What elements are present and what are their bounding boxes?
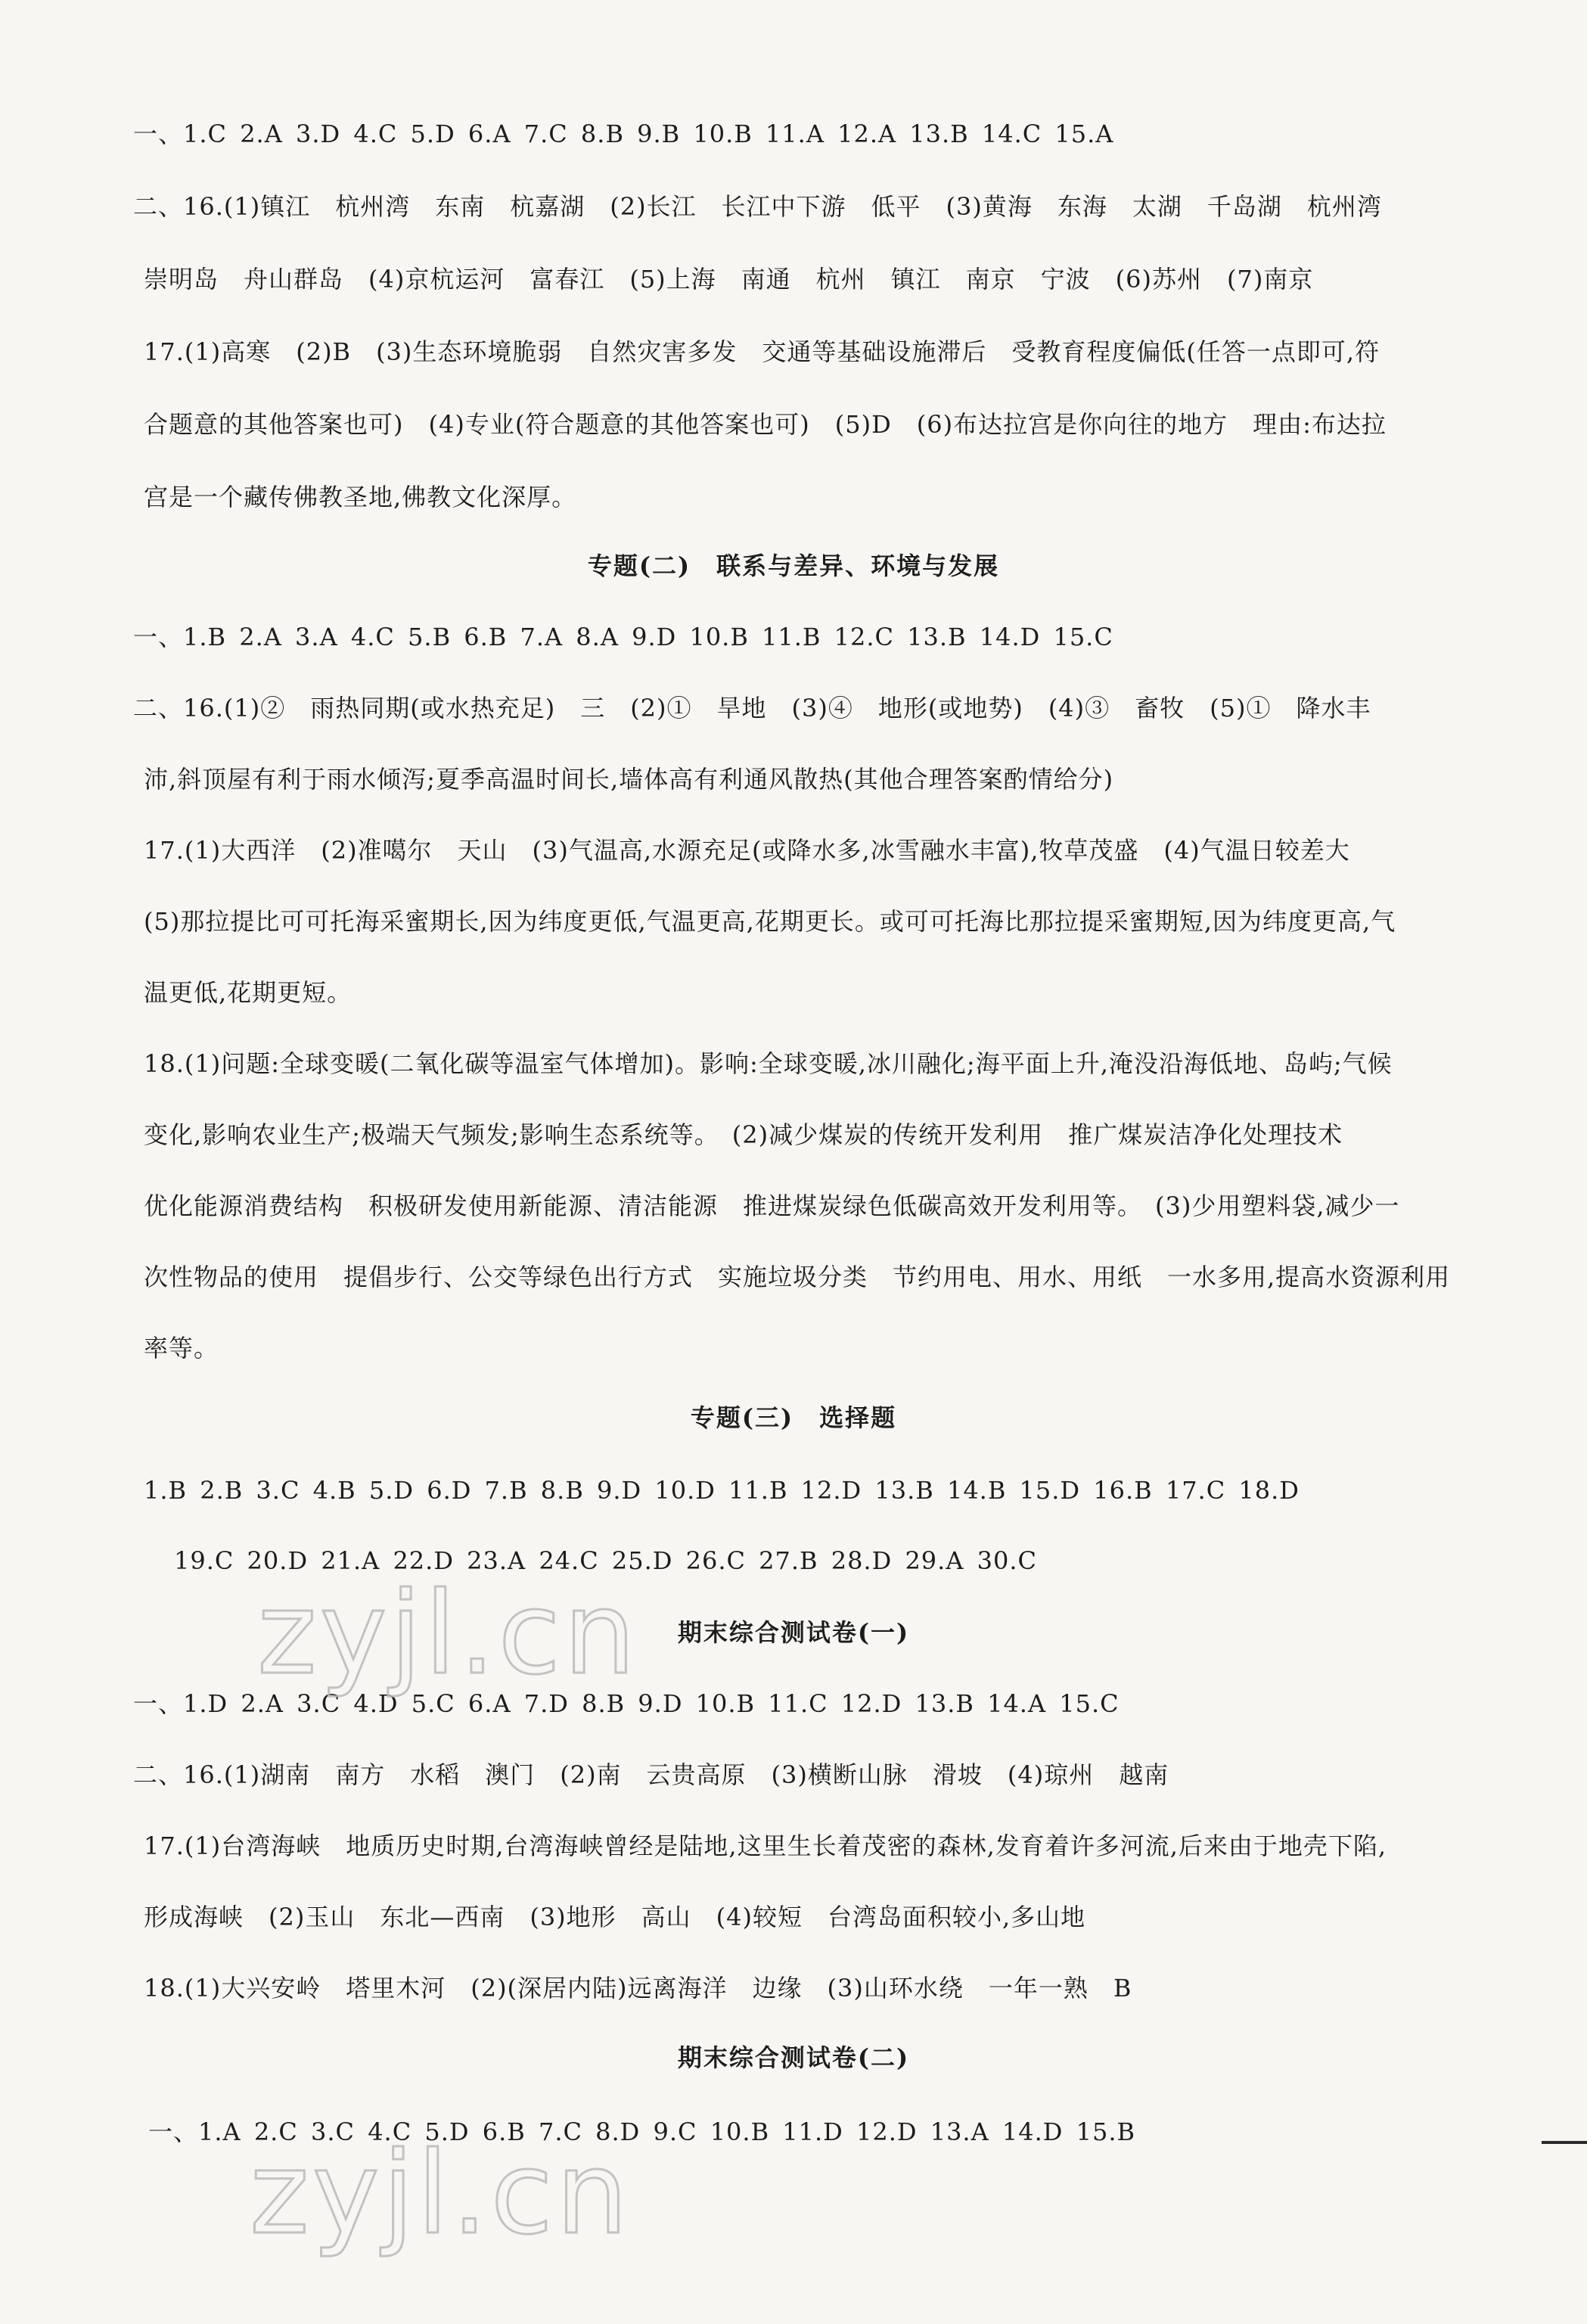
s2-q16-line1: 二、16.(1)② 雨热同期(或水热充足) 三 (2)① 旱地 (3)④ 地形(或地势) (4)③ 畜牧 (5)① 降水丰 [133, 694, 1371, 722]
s1-q17-line1: 17.(1)高寒 (2)B (3)生态环境脆弱 自然灾害多发 交通等基础设施滞后 受教育程度偏低(任答一点即可,符 [144, 337, 1380, 366]
s1-q16-line1: 二、16.(1)镇江 杭州湾 东南 杭嘉湖 (2)长江 长江中下游 低平 (3)黄海 东海 太湖 千岛湖 杭州湾 [133, 192, 1382, 221]
section-title-4: 期末综合测试卷(一) [677, 1618, 910, 1647]
s5-choice-answers: 一、1.A 2.C 3.C 4.C 5.D 6.B 7.C 8.D 9.C 10.B 11.D 12.D 13.A 14.D 15.B [148, 2117, 1136, 2146]
s1-choice-answers: 一、1.C 2.A 3.D 4.C 5.D 6.A 7.C 8.B 9.B 10.B 11.A 12.A 13.B 14.C 15.A [133, 120, 1114, 148]
s2-q17-line3: 温更低,花期更短。 [144, 978, 352, 1007]
s3-answers-line2: 19.C 20.D 21.A 22.D 23.A 24.C 25.D 26.C 27.B 28.D 29.A 30.C [174, 1546, 1037, 1575]
s3-answers-line1: 1.B 2.B 3.C 4.B 5.D 6.D 7.B 8.B 9.D 10.D 11.B 12.D 13.B 14.B 15.D 16.B 17.C 18.D [144, 1476, 1300, 1505]
s2-q18-line3: 优化能源消费结构 积极研发使用新能源、清洁能源 推进煤炭绿色低碳高效开发利用等。 (3)少用塑料袋,减少一 [144, 1192, 1400, 1220]
section-title-5: 期末综合测试卷(二) [677, 2043, 910, 2072]
s4-q16: 二、16.(1)湖南 南方 水稻 澳门 (2)南 云贵高原 (3)横断山脉 滑坡 (4)琼州 越南 [133, 1760, 1169, 1789]
s4-q17-line2: 形成海峡 (2)玉山 东北—西南 (3)地形 高山 (4)较短 台湾岛面积较小,多山地 [144, 1903, 1086, 1931]
s4-q18: 18.(1)大兴安岭 塔里木河 (2)(深居内陆)远离海洋 边缘 (3)山环水绕 一年一熟 B [144, 1974, 1132, 2002]
s2-q17-line1: 17.(1)大西洋 (2)准噶尔 天山 (3)气温高,水源充足(或降水多,冰雪融水丰富),牧草茂盛 (4)气温日较差大 [144, 836, 1350, 865]
s2-q18-line2: 变化,影响农业生产;极端天气频发;影响生态系统等。 (2)减少煤炭的传统开发利用 推广煤炭洁净化处理技术 [144, 1120, 1343, 1149]
s1-q17-line2: 合题意的其他答案也可) (4)专业(符合题意的其他答案也可) (5)D (6)布达拉宫是你向往的地方 理由:布达拉 [144, 410, 1387, 439]
section-title-2: 专题(二) 联系与差异、环境与发展 [587, 551, 1000, 580]
s4-q17-line1: 17.(1)台湾海峡 地质历史时期,台湾海峡曾经是陆地,这里生长着茂密的森林,发育着许多河流,后来由于地壳下陷, [144, 1832, 1387, 1860]
section-title-3: 专题(三) 选择题 [690, 1403, 897, 1432]
s1-q16-line2: 崇明岛 舟山群岛 (4)京杭运河 富春江 (5)上海 南通 杭州 镇江 南京 宁波 (6)苏州 (7)南京 [144, 265, 1314, 294]
s1-q17-line3: 宫是一个藏传佛教圣地,佛教文化深厚。 [144, 483, 577, 511]
s4-choice-answers: 一、1.D 2.A 3.C 4.D 5.C 6.A 7.D 8.B 9.D 10.B 11.C 12.D 13.B 14.A 15.C [133, 1689, 1120, 1718]
page-edge-mark [1542, 2141, 1587, 2144]
s2-choice-answers: 一、1.B 2.A 3.A 4.C 5.B 6.B 7.A 8.A 9.D 10.B 11.B 12.C 13.B 14.D 15.C [133, 623, 1113, 651]
s2-q18-line1: 18.(1)问题:全球变暖(二氧化碳等温室气体增加)。影响:全球变暖,冰川融化;海平面上升,淹没沿海低地、岛屿;气候 [144, 1049, 1393, 1078]
s2-q18-line4: 次性物品的使用 提倡步行、公交等绿色出行方式 实施垃圾分类 节约用电、用水、用纸 一水多用,提高水资源利用 [144, 1263, 1451, 1291]
watermark-logo: zyjl.cn [257, 1568, 639, 1700]
watermark-logo: zyjl.cn [250, 2128, 632, 2260]
s2-q16-line2: 沛,斜顶屋有利于雨水倾泻;夏季高温时间长,墙体高有利通风散热(其他合理答案酌情给分) [144, 765, 1114, 794]
s2-q17-line2: (5)那拉提比可可托海采蜜期长,因为纬度更低,气温更高,花期更长。或可可托海比那拉提采蜜期短,因为纬度更高,气 [144, 907, 1396, 936]
s2-q18-line5: 率等。 [144, 1334, 219, 1362]
